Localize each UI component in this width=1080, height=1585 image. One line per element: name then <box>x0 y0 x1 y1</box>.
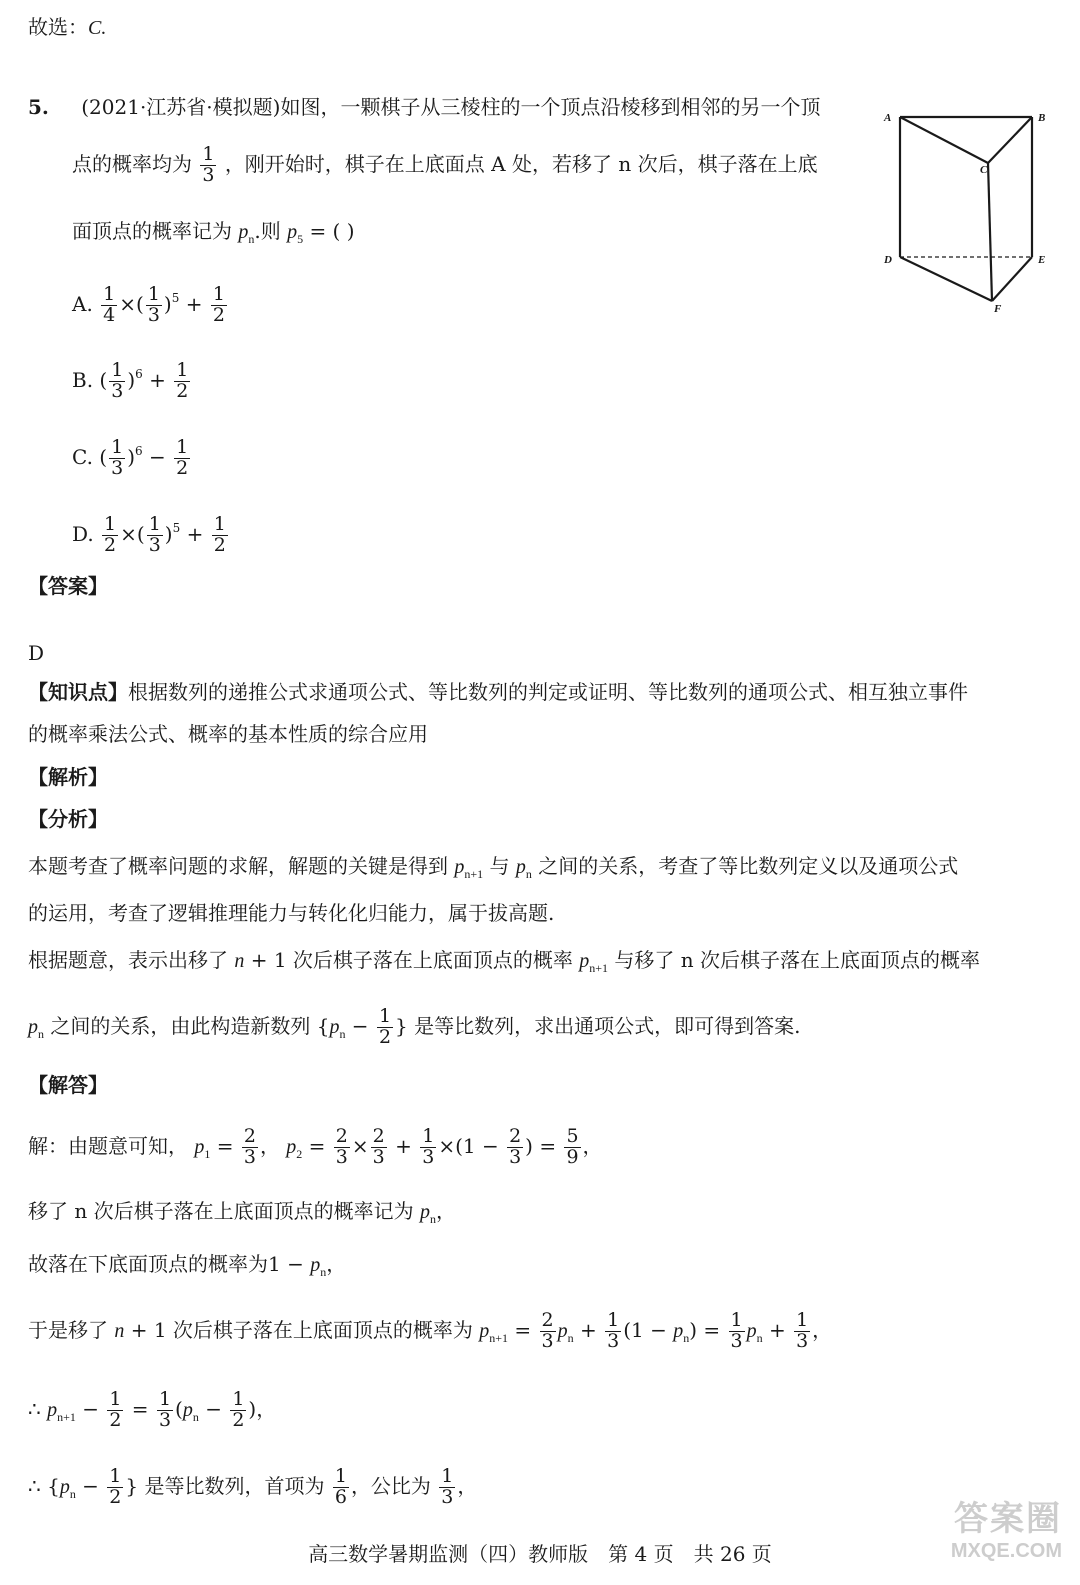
vertex-label-e: E <box>1038 254 1046 266</box>
solution-line-3: 故落在下底面顶点的概率为$1 - p_n$， <box>28 1252 347 1279</box>
question-line-2: 点的概率均为 $\frac{1}{3}$ ，刚开始时，棋子在上底面点 A 处，若移了 n 次后，棋子落在上底 <box>72 143 818 186</box>
vertex-label-d: D <box>884 254 892 266</box>
vertex-label-b: B <box>1038 112 1046 124</box>
fenxi-line-1: 本题考查了概率问题的求解，解题的关键是得到 $p_{n+1}$ 与 $p_n$ 之间的关系，考查了等比数列定义以及通项公式 <box>28 854 959 881</box>
vertex-label-a: A <box>884 112 892 124</box>
solution-line-2: 移了 n 次后棋子落在上底面顶点的概率记为 $p_n$， <box>28 1199 456 1226</box>
solution-line-1: 解：由题意可知， $p_1$ = $\frac{2}{3}$ ， $p_2$ = $\frac{2}{3}$ × $\frac{2}{3}$ + $\frac{1}{3}$ ×(1 − $\frac{2}{3}$ ) = $\frac{5}{9}$ ， <box>28 1125 603 1168</box>
fenxi-line-3: 根据题意，表示出移了 n + 1 次后棋子落在上底面顶点的概率 $p_{n+1}$ 与移了 n 次后棋子落在上底面顶点的概率 <box>28 948 981 975</box>
option-d[interactable]: D. $\frac{1}{2}$ ×( $\frac{1}{3}$ )$^5$ + $\frac{1}{2}$ <box>72 513 226 556</box>
question-line-3: 面顶点的概率记为 $p_n$.则 $p_5$ = ( ) <box>72 219 355 246</box>
solution-line-5: ∴ $p_{n+1}$ − $\frac{1}{2}$ = $\frac{1}{3}$ ($p_n$ − $\frac{1}{2}$ )， <box>28 1388 277 1431</box>
fraction-one-third: $\frac{1}{3}$ <box>202 143 215 186</box>
vertex-label-f: F <box>994 303 1002 315</box>
knowledge-line-2: 的概率乘法公式、概率的基本性质的综合应用 <box>28 722 428 746</box>
solution-line-6: ∴ {$p_n$ − $\frac{1}{2}$ } 是等比数列，首项为 $\frac{1}{6}$ ，公比为 $\frac{1}{3}$ ， <box>28 1465 478 1508</box>
vertex-label-c: C <box>980 164 988 176</box>
previous-answer-line: 故选：C. <box>28 15 107 39</box>
fenxi-line-2: 的运用，考查了逻辑推理能力与转化化归能力，属于拔高题. <box>28 901 555 925</box>
solution-heading: 【解答】 <box>28 1073 108 1097</box>
answer-value: D <box>28 641 45 665</box>
fenxi-line-4: $p_n$ 之间的关系，由此构造新数列 {$p_n$ − $\frac{1}{2}$ } 是等比数列，求出通项公式，即可得到答案. <box>28 1005 801 1048</box>
analysis-heading: 【解析】 <box>28 765 108 789</box>
triangular-prism-figure <box>880 105 1060 315</box>
question-number: 5. <box>28 95 49 119</box>
solution-line-4: 于是移了 n + 1 次后棋子落在上底面顶点的概率为 $p_{n+1}$ = $\frac{2}{3}$ $p_n$ + $\frac{1}{3}$ $(1 - p_n)$ = $\frac{1}{3}$ $p_n$ + $\frac{1}{3}$ ， <box>28 1309 833 1352</box>
question-line-1: 5. (2021·江苏省·模拟题)如图，一颗棋子从三棱柱的一个顶点沿棱移到相邻的另一个顶 <box>28 95 821 119</box>
page-footer: 高三数学暑期监测（四）教师版 第 4 页 共 26 页 <box>308 1542 772 1566</box>
option-b[interactable]: B. ( $\frac{1}{3}$ )$^6$ + $\frac{1}{2}$ <box>72 359 189 402</box>
fenxi-heading: 【分析】 <box>28 807 108 831</box>
watermark-logo: 答案圈 MXQE.COM <box>950 1499 1062 1562</box>
knowledge-line-1: 【知识点】根据数列的递推公式求通项公式、等比数列的判定或证明、等比数列的通项公式、相互独立事件 <box>28 680 968 704</box>
option-c[interactable]: C. ( $\frac{1}{3}$ )$^6$ − $\frac{1}{2}$ <box>72 436 189 479</box>
option-a[interactable]: A. $\frac{1}{4}$ ×( $\frac{1}{3}$ )$^5$ + $\frac{1}{2}$ <box>72 283 225 326</box>
answer-heading: 【答案】 <box>28 574 108 598</box>
